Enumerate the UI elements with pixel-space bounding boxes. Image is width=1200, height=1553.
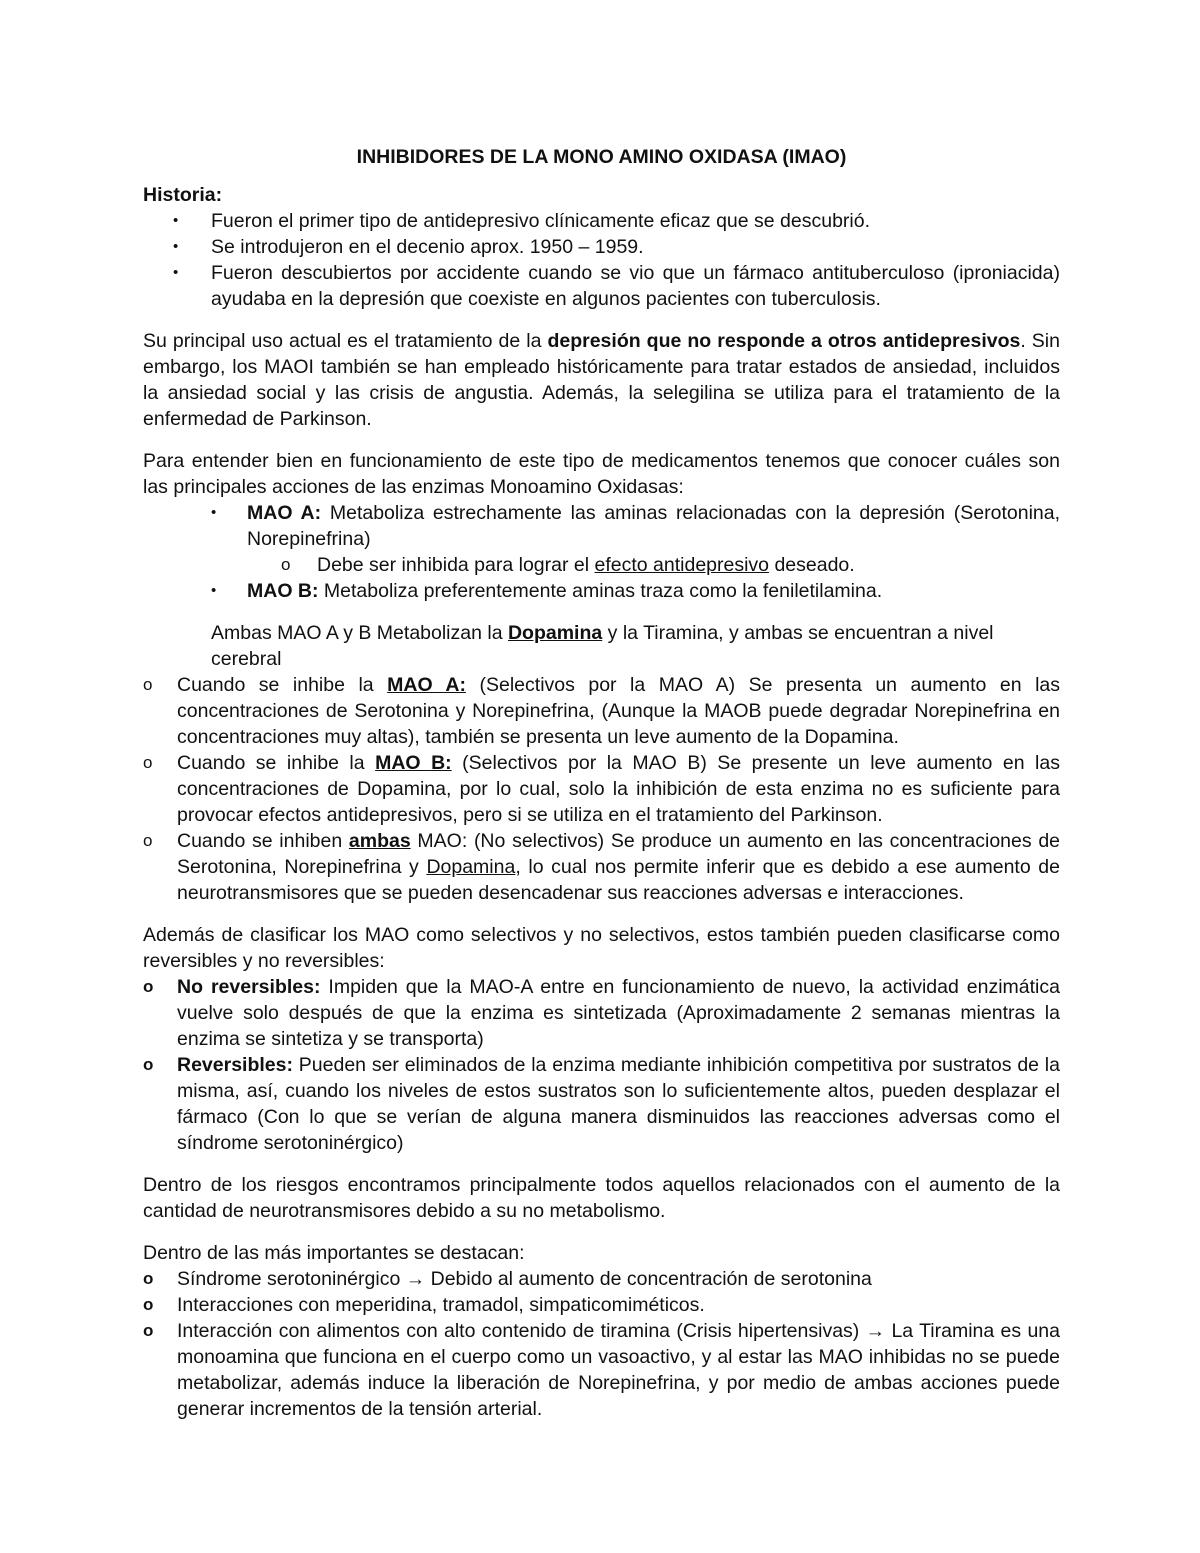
circle-bullet-icon: o bbox=[143, 1321, 154, 1340]
circle-bullet-icon: o bbox=[143, 1295, 154, 1314]
bullet-icon: • bbox=[173, 264, 179, 281]
riesgos-paragraph: Dentro de los riesgos encontramos principalmente todos aquellos relacionados con el aumento de la cantidad de neurotransmisores debido a su no metabolismo. bbox=[143, 1174, 1060, 1222]
entender-paragraph: Para entender bien en funcionamiento de este tipo de medicamentos tenemos que conocer cuáles son las principales acciones de las enzimas Monoamino Oxidasas: bbox=[143, 450, 1060, 498]
circle-bullet-icon: o bbox=[143, 831, 153, 850]
circle-bullet-icon: o bbox=[143, 675, 153, 694]
bullet-icon: • bbox=[173, 212, 179, 229]
historia-list bbox=[173, 208, 1060, 312]
list-item: o Síndrome serotoninérgico → Debido al aumento de concentración de serotonina bbox=[143, 1268, 872, 1290]
ambas-emphasis: ambas bbox=[348, 830, 411, 852]
list-item: • Se introdujeron en el decenio aprox. 1950 – 1959. bbox=[173, 236, 644, 258]
mao-list bbox=[211, 500, 1060, 604]
list-item: o Debe ser inhibida para lograr el efecto antidepresivo deseado. bbox=[281, 554, 855, 576]
reversibles-label: Reversibles: bbox=[177, 1054, 293, 1076]
circle-bullet-icon: o bbox=[143, 753, 153, 772]
circle-bullet-icon: o bbox=[143, 1269, 154, 1288]
mao-a-label: MAO A: bbox=[247, 502, 322, 524]
list-item: • Fueron el primer tipo de antidepresivo clínicamente eficaz que se descubrió. bbox=[173, 210, 871, 232]
list-item: o Interacción con alimentos con alto contenido de tiramina (Crisis hipertensivas) → La Tiramina es una monoamina que funciona en el cuerpo como un vasoactivo, y al estar las MAO inhibidas no se puede metabolizar, además induce la liberación de Norepinefrina, y por medio de ambas acciones puede generar incrementos de la tensión arterial. bbox=[143, 1320, 1060, 1420]
uso-paragraph: Su principal uso actual es el tratamiento de la depresión que no responde a otros antidepresivos. Sin embargo, los MAOI también se han empleado históricamente para tratar estados de ansiedad, incluidos la ansiedad social y las crisis de angustia. Además, la selegilina se utiliza para el tratamiento de la enfermedad de Parkinson. bbox=[143, 330, 1060, 430]
inhibe-list bbox=[143, 672, 1060, 906]
importantes-intro: Dentro de las más importantes se destacan: bbox=[143, 1242, 525, 1264]
mao-a-emphasis: MAO A: bbox=[387, 674, 466, 696]
document-title: INHIBIDORES DE LA MONO AMINO OXIDASA (IMAO) bbox=[356, 146, 847, 168]
dopamina-underline: Dopamina bbox=[426, 856, 516, 878]
dopamina-emphasis: Dopamina bbox=[507, 622, 603, 644]
bullet-icon: • bbox=[211, 582, 217, 599]
historia-heading: Historia: bbox=[143, 184, 223, 206]
importantes-list bbox=[143, 1266, 1060, 1422]
clasificar-paragraph: Además de clasificar los MAO como selectivos y no selectivos, estos también pueden clasificarse como reversibles y no reversibles: bbox=[143, 924, 1060, 972]
document-page bbox=[143, 144, 1060, 1422]
list-item: o Cuando se inhibe la MAO B: (Selectivos por la MAO B) Se presente un leve aumento en las concentraciones de Dopamina, por lo cual, solo la inhibición de esta enzima no es suficiente para provocar efectos antidepresivos, pero si se utiliza en el tratamiento del Parkinson. bbox=[143, 752, 1060, 826]
uso-emphasis: depresión que no responde a otros antidepresivos bbox=[547, 330, 1021, 352]
mao-b-emphasis: MAO B: bbox=[375, 752, 452, 774]
list-item: • MAO B: Metaboliza preferentemente aminas traza como la feniletilamina. bbox=[211, 580, 883, 602]
bullet-icon: • bbox=[211, 504, 217, 521]
list-item: o Reversibles: Pueden ser eliminados de la enzima mediante inhibición competitiva por sustratos de la misma, así, cuando los niveles de estos sustratos son lo suficientemente altos, pueden desplazar el fármaco (Con lo que se verían de alguna manera disminuidos las reacciones adversas como el síndrome serotoninérgico) bbox=[143, 1054, 1060, 1154]
mao-b-label: MAO B: bbox=[247, 580, 319, 602]
list-item: o Interacciones con meperidina, tramadol, simpaticomiméticos. bbox=[143, 1294, 705, 1316]
list-item: o Cuando se inhibe la MAO A: (Selectivos por la MAO A) Se presenta un aumento en las concentraciones de Serotonina y Norepinefrina, (Aunque la MAOB puede degradar Norepinefrina en concentraciones muy altas), también se presenta un leve aumento de la Dopamina. bbox=[143, 674, 1061, 748]
circle-bullet-icon: o bbox=[281, 555, 291, 574]
list-item: • MAO A: Metaboliza estrechamente las aminas relacionadas con la depresión (Serotonina, Norepinefrina) bbox=[211, 502, 1061, 550]
ambas-paragraph: Ambas MAO A y B Metabolizan la Dopamina y la Tiramina, y ambas se encuentran a nivel cerebral bbox=[211, 622, 994, 670]
list-item: o No reversibles: Impiden que la MAO-A entre en funcionamiento de nuevo, la actividad enzimática vuelve solo después de que la enzima es sintetizada (Aproximadamente 2 semanas mientras la enzima se sintetiza y se transporta) bbox=[143, 976, 1060, 1050]
circle-bullet-icon: o bbox=[143, 977, 154, 996]
list-item: o Cuando se inhiben ambas MAO: (No selectivos) Se produce un aumento en las concentraciones de Serotonina, Norepinefrina y Dopamina, lo cual nos permite inferir que es debido a ese aumento de neurotransmisores que se pueden desencadenar sus reacciones adversas e interacciones. bbox=[143, 830, 1061, 904]
bullet-icon: • bbox=[173, 238, 179, 255]
no-reversibles-label: No reversibles: bbox=[177, 976, 321, 998]
circle-bullet-icon: o bbox=[143, 1055, 154, 1074]
efecto-antidepresivo-link: efecto antidepresivo bbox=[594, 554, 770, 576]
reversibles-list bbox=[143, 974, 1060, 1156]
list-item: • Fueron descubiertos por accidente cuando se vio que un fármaco antituberculoso (iproniacida) ayudaba en la depresión que coexiste en algunos pacientes con tuberculosis. bbox=[173, 262, 1060, 310]
